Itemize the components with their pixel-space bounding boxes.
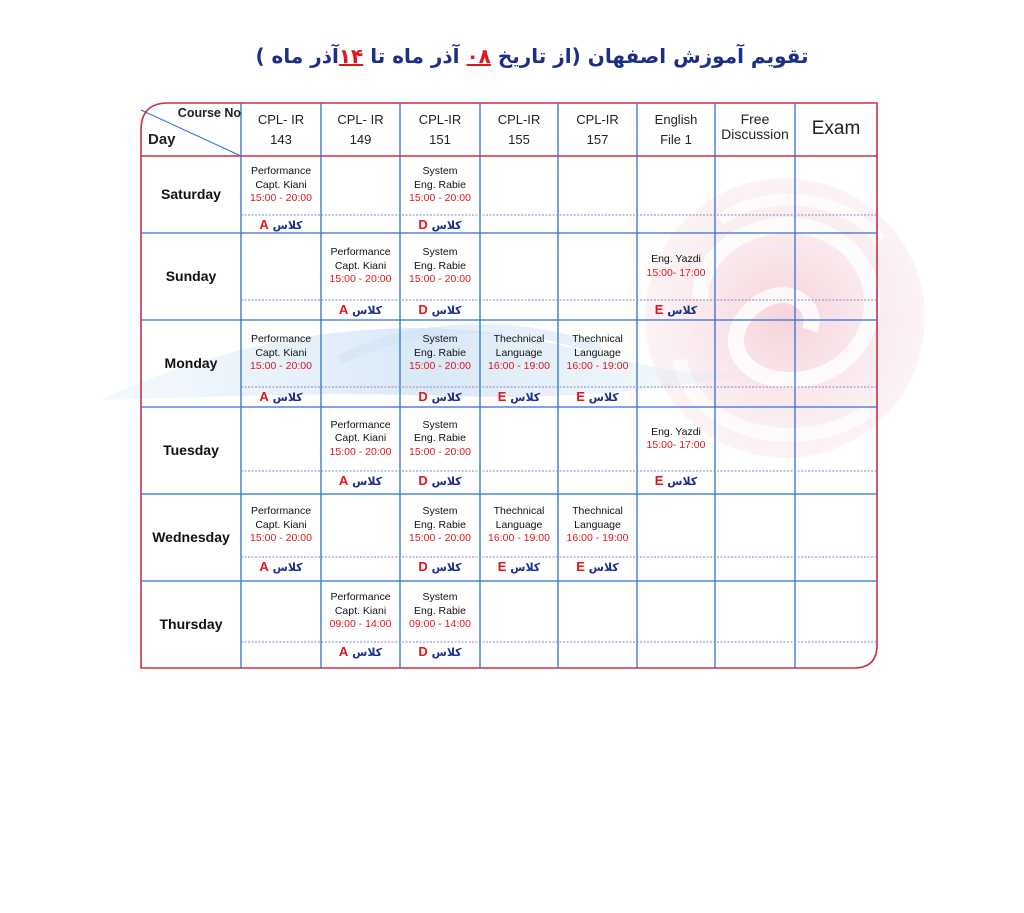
- session-title: Eng. Yazdi: [651, 253, 701, 265]
- session-cell: [637, 426, 715, 453]
- class-room-label: [400, 473, 480, 488]
- column-header-label: Exam: [811, 118, 861, 139]
- session-instructor: Capt. Kiani: [255, 178, 307, 191]
- session-time: 16:00 - 19:00: [566, 360, 629, 373]
- class-letter: E: [497, 389, 507, 404]
- column-header-8: [795, 117, 877, 141]
- class-room-label: [558, 389, 637, 404]
- class-room-label: [241, 217, 321, 232]
- class-word: کلاس: [272, 561, 303, 574]
- class-word: کلاس: [352, 304, 383, 317]
- column-header-1: [241, 110, 321, 150]
- session-time: 15:00- 17:00: [646, 439, 706, 451]
- class-word: کلاس: [588, 561, 619, 574]
- column-header-7: [715, 112, 795, 142]
- session-cell: [558, 333, 637, 374]
- class-room-label: [400, 559, 480, 574]
- session-title: Thechnical: [572, 505, 623, 518]
- class-room-label: [400, 389, 480, 404]
- session-time: 16:00 - 19:00: [566, 532, 629, 545]
- session-title: Eng. Yazdi: [651, 425, 701, 438]
- session-instructor: Eng. Rabie: [414, 604, 466, 617]
- class-letter: E: [654, 302, 664, 317]
- session-instructor: Eng. Rabie: [414, 518, 466, 531]
- session-time: 09:00 - 14:00: [409, 618, 471, 631]
- class-room-label: [480, 389, 558, 404]
- session-instructor: Eng. Rabie: [414, 346, 466, 359]
- class-room-label: [321, 644, 400, 659]
- column-header-6: [637, 110, 715, 150]
- day-label-tuesday: Tuesday: [163, 441, 219, 458]
- session-cell: [400, 591, 480, 632]
- class-word: کلاس: [431, 475, 462, 488]
- column-header-line1: CPL- IR: [257, 112, 305, 127]
- session-time: 15:00 - 20:00: [250, 360, 312, 373]
- session-instructor: Capt. Kiani: [255, 518, 307, 531]
- column-header-5: [558, 110, 637, 150]
- column-header-4: [480, 110, 558, 150]
- session-instructor: Language: [574, 346, 621, 359]
- class-room-label: [241, 389, 321, 404]
- class-word: کلاس: [272, 219, 303, 232]
- class-word: کلاس: [431, 304, 462, 317]
- day-label-saturday: Saturday: [161, 185, 221, 202]
- session-instructor: Eng. Rabie: [414, 259, 466, 272]
- class-word: کلاس: [667, 304, 698, 317]
- session-title: System: [422, 165, 458, 178]
- class-word: کلاس: [431, 391, 462, 404]
- session-time: 15:00 - 20:00: [329, 273, 392, 286]
- class-letter: E: [576, 389, 585, 404]
- session-title: Performance: [250, 333, 312, 346]
- class-letter: A: [338, 644, 349, 659]
- session-title: Thechnical: [493, 505, 545, 518]
- class-room-label: [400, 302, 480, 317]
- session-instructor: Capt. Kiani: [334, 604, 387, 617]
- day-label: Day: [148, 131, 176, 148]
- class-room-label: [400, 217, 480, 232]
- column-header-line2: 149: [349, 132, 372, 147]
- session-instructor: Capt. Kiani: [255, 346, 307, 359]
- column-header-line1: CPL-IR: [497, 112, 541, 127]
- session-instructor: Eng. Rabie: [414, 178, 466, 191]
- column-header-line2: 143: [270, 132, 292, 147]
- column-header-line1: CPL-IR: [576, 112, 619, 127]
- session-instructor: Language: [574, 518, 621, 531]
- session-time: 15:00 - 20:00: [329, 445, 392, 458]
- class-word: کلاس: [272, 391, 303, 404]
- session-title: System: [422, 591, 458, 604]
- session-time: 15:00- 17:00: [646, 266, 706, 279]
- class-room-label: [637, 473, 715, 488]
- class-letter: E: [576, 559, 585, 574]
- column-header-2: [321, 110, 400, 150]
- class-letter: A: [259, 389, 269, 404]
- session-time: 15:00 - 20:00: [250, 192, 312, 205]
- class-room-label: [241, 559, 321, 574]
- class-letter: A: [338, 473, 349, 488]
- session-time: 15:00 - 20:00: [409, 360, 471, 373]
- session-title: Performance: [250, 165, 312, 178]
- class-letter: A: [259, 217, 269, 232]
- class-word: کلاس: [431, 219, 462, 232]
- session-time: 16:00 - 19:00: [488, 360, 550, 373]
- class-letter: E: [654, 473, 664, 488]
- class-word: کلاس: [431, 561, 462, 574]
- class-letter: D: [418, 389, 428, 404]
- session-cell: [400, 246, 480, 287]
- class-letter: D: [418, 217, 428, 232]
- session-time: 15:00 - 20:00: [409, 273, 471, 286]
- class-word: کلاس: [588, 391, 619, 404]
- session-time: 15:00 - 20:00: [409, 192, 471, 205]
- class-letter: D: [418, 559, 428, 574]
- day-label-sunday: Sunday: [165, 267, 217, 284]
- session-cell: [400, 165, 480, 206]
- session-instructor: Eng. Rabie: [414, 432, 466, 445]
- column-header-line2: 155: [508, 132, 530, 147]
- session-instructor: Language: [495, 346, 543, 359]
- session-time: 16:00 - 19:00: [488, 532, 550, 545]
- session-cell: [241, 165, 321, 206]
- class-room-label: [637, 302, 715, 317]
- session-time: 15:00 - 20:00: [250, 532, 312, 545]
- session-title: System: [422, 418, 458, 431]
- session-title: Performance: [330, 246, 391, 259]
- session-cell: [321, 419, 400, 460]
- column-header-line2: 151: [429, 132, 451, 147]
- class-letter: E: [497, 559, 507, 574]
- session-time: 15:00 - 20:00: [409, 532, 471, 545]
- class-word: کلاس: [352, 646, 383, 659]
- session-title: System: [422, 505, 458, 518]
- class-letter: D: [418, 644, 428, 659]
- session-cell: [480, 333, 558, 374]
- column-header-3: [400, 110, 480, 150]
- session-title: Performance: [250, 505, 312, 518]
- class-word: کلاس: [510, 391, 541, 404]
- session-cell: [400, 505, 480, 546]
- session-title: System: [422, 246, 458, 259]
- course-no-label: Course No: [177, 106, 241, 120]
- session-time: 09:00 - 14:00: [329, 618, 392, 631]
- session-instructor: Language: [495, 518, 543, 531]
- session-cell: [480, 505, 558, 546]
- session-cell: [321, 591, 400, 632]
- class-room-label: [321, 302, 400, 317]
- session-instructor: Capt. Kiani: [334, 432, 387, 445]
- column-header-line2: 157: [586, 132, 609, 147]
- session-title: Thechnical: [493, 333, 545, 346]
- session-cell: [637, 253, 715, 280]
- day-label-monday: Monday: [164, 354, 218, 371]
- column-header-line2: File 1: [660, 132, 692, 147]
- session-cell: [400, 419, 480, 460]
- day-label-thursday: Thursday: [159, 615, 223, 632]
- class-word: کلاس: [510, 561, 541, 574]
- column-header-line1: CPL-IR: [418, 112, 462, 127]
- session-cell: [241, 505, 321, 546]
- session-title: System: [422, 333, 458, 346]
- class-letter: A: [338, 302, 349, 317]
- column-header-line2: Discussion: [721, 126, 789, 142]
- class-letter: A: [259, 559, 269, 574]
- session-instructor: Capt. Kiani: [334, 259, 387, 272]
- session-title: Performance: [330, 418, 391, 431]
- column-header-line1: CPL- IR: [337, 112, 384, 127]
- class-letter: D: [418, 473, 428, 488]
- class-word: کلاس: [431, 646, 462, 659]
- class-word: کلاس: [667, 475, 698, 488]
- column-header-line1: English: [654, 112, 698, 127]
- class-room-label: [480, 559, 558, 574]
- session-cell: [321, 246, 400, 287]
- class-room-label: [321, 473, 400, 488]
- class-room-label: [400, 644, 480, 659]
- session-cell: [558, 505, 637, 546]
- page-title: تقویم آموزش اصفهان (از تاریخ ۰۸ آذر ماه تا ۱۴آذر ماه ): [255, 44, 809, 68]
- class-letter: D: [418, 302, 428, 317]
- session-time: 15:00 - 20:00: [409, 445, 471, 458]
- column-header-line1: Free: [740, 111, 770, 127]
- session-cell: [241, 333, 321, 374]
- class-word: کلاس: [352, 475, 383, 488]
- day-label-wednesday: Wednesday: [152, 528, 230, 545]
- session-title: Performance: [330, 591, 391, 604]
- session-cell: [400, 333, 480, 374]
- class-room-label: [558, 559, 637, 574]
- session-title: Thechnical: [572, 333, 623, 346]
